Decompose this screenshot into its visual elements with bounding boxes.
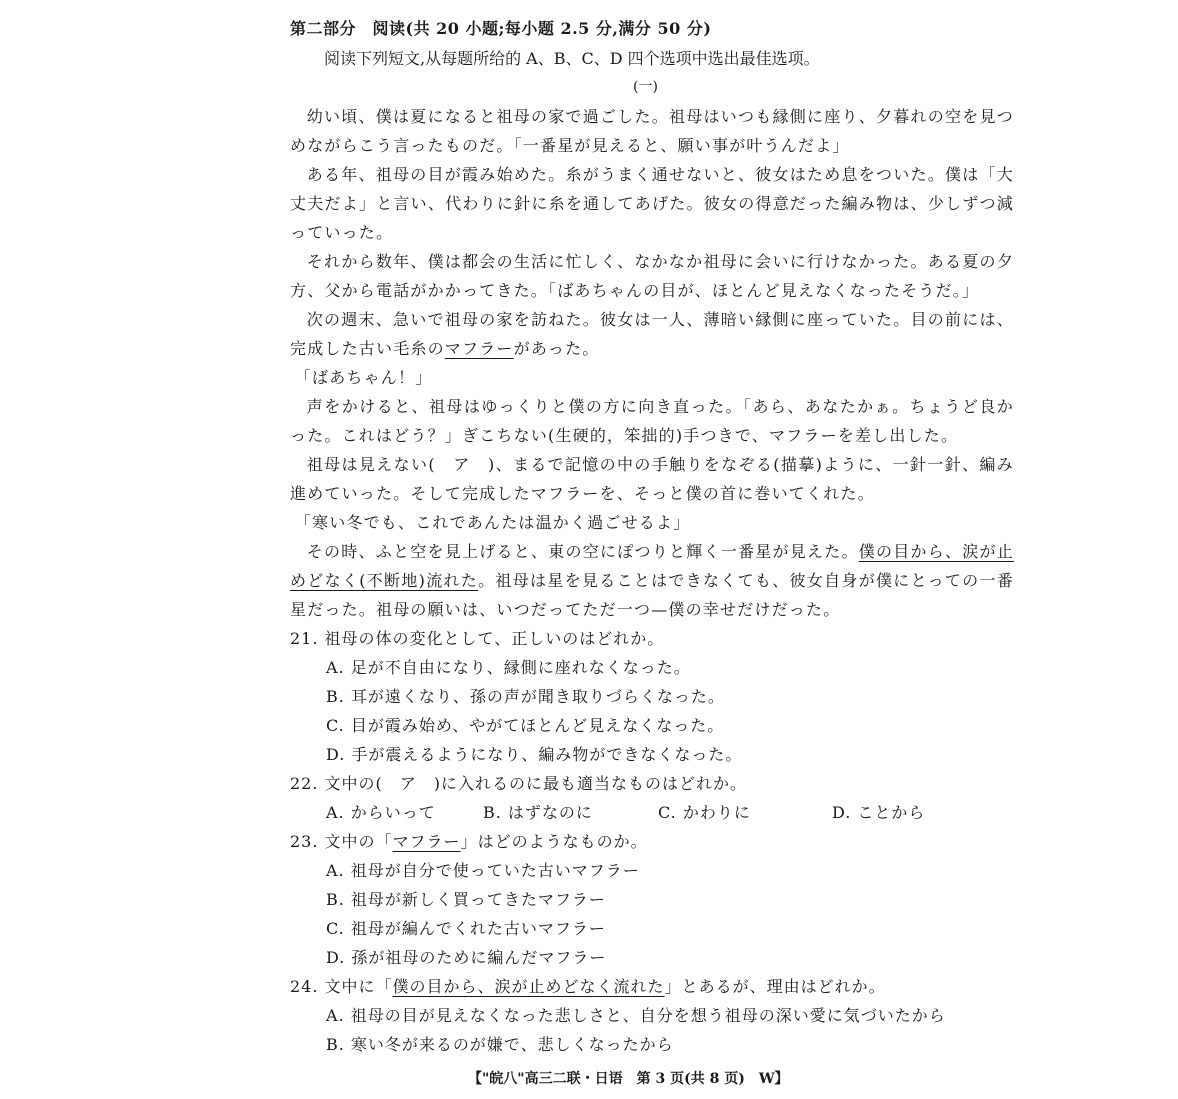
question-21-option-c: C. 目が霞み始め、やがてほとんど見えなくなった。 <box>326 716 725 735</box>
question-stem-text: 」とあるが、理由はどれか。 <box>664 977 886 996</box>
passage-number: (一) <box>633 79 658 95</box>
question-21-stem: 21. 祖母の体の変化として、正しいのはどれか。 <box>290 629 665 648</box>
question-stem-text: 23. 文中の「 <box>290 832 393 851</box>
question-21-option-a: A. 足が不自由になり、縁側に座れなくなった。 <box>326 658 691 677</box>
passage-paragraph: 声をかけると、祖母はゆっくりと僕の方に向き直った。「あら、あなたかぁ。ちょうど良かった。これはどう？」ぎこちない(生硬的，笨拙的)手つきで、マフラーを差し出した。 <box>290 397 1014 445</box>
underlined-muffler: マフラー <box>392 832 461 851</box>
paragraph-text: その時、ふと空を見上げると、東の空にぽつりと輝く一番星が見えた。 <box>306 542 859 561</box>
underlined-tears-sentence: 僕の目から、涙が止めどなく流れた <box>392 977 665 996</box>
instruction-text: 阅读下列短文,从每题所给的 A、B、C、D 四个选项中选出最佳选项。 <box>324 49 820 68</box>
question-22-options <box>290 798 1010 827</box>
question-23-stem <box>290 827 1010 856</box>
question-24-option-b: B. 寒い冬が来るのが嫌で、悲しくなったから <box>326 1035 674 1054</box>
underlined-tears-sentence: 僕の目から、涙が止めどなく(不断地)流れた <box>290 542 1014 590</box>
page-footer: 【"皖八"高三二联・日语 第 3 页(共 8 页) W】 <box>468 1071 789 1087</box>
paragraph-text: 。祖母は星を見ることはできなくても、彼女自身が僕にとっての一番星だった。祖母の願いは、いつだってただ一つ—僕の幸せだけだった。 <box>290 571 1014 619</box>
question-21-option-d: D. 手が震えるようになり、編み物ができなくなった。 <box>326 745 743 764</box>
question-23-option-c: C. 祖母が編んでくれた古いマフラー <box>326 919 606 938</box>
question-23-option-a: A. 祖母が自分で使っていた古いマフラー <box>326 861 640 880</box>
question-24-stem <box>290 972 1010 1001</box>
passage-paragraph: 幼い頃、僕は夏になると祖母の家で過ごした。祖母はいつも縁側に座り、夕暮れの空を見つめながらこう言ったものだ。「一番星が見えると、願い事が叶うんだよ」 <box>290 107 1014 155</box>
question-21-option-b: B. 耳が遠くなり、孫の声が聞き取りづらくなった。 <box>326 687 725 706</box>
passage-paragraph <box>290 305 1014 363</box>
question-22-option-b: B. はずなのに <box>483 803 593 822</box>
question-list <box>290 624 1010 1059</box>
question-stem-text: 24. 文中に「 <box>290 977 393 996</box>
passage-paragraph <box>290 537 1014 624</box>
question-24-option-a: A. 祖母の目が見えなくなった悲しさと、自分を想う祖母の深い愛に気づいたから <box>326 1006 946 1025</box>
reading-passage <box>290 102 1014 624</box>
question-22-option-d: D. ことから <box>832 803 926 822</box>
question-stem-text: 」はどのようなものか。 <box>460 832 648 851</box>
question-22-option-a: A. からいって <box>326 803 436 822</box>
passage-paragraph: それから数年、僕は都会の生活に忙しく、なかなか祖母に会いに行けなかった。ある夏の夕方、父から電話がかかってきた。「ばあちゃんの目が、ほとんど見えなくなったそうだ。」 <box>290 252 1014 300</box>
question-23-option-d: D. 孫が祖母のために編んだマフラー <box>326 948 607 967</box>
passage-quote: 「寒い冬でも、これであんたは温かく過ごせるよ」 <box>294 513 691 532</box>
question-22-stem: 22. 文中の( ア )に入れるのに最も適当なものはどれか。 <box>290 774 748 793</box>
passage-paragraph: 祖母は見えない( ア )、まるで記憶の中の手触りをなぞる(描摹)ように、一針一針、編み進めていった。そして完成したマフラーを、そっと僕の首に巻いてくれた。 <box>290 455 1014 503</box>
underlined-muffler: マフラー <box>444 339 514 358</box>
passage-quote: 「ばあちゃん！」 <box>294 368 433 387</box>
section-title: 第二部分 阅读(共 20 小题;每小题 2.5 分,满分 50 分) <box>290 19 712 38</box>
passage-paragraph: ある年、祖母の目が霞み始めた。糸がうまく通せないと、彼女はため息をついた。僕は「大丈夫だよ」と言い、代わりに針に糸を通してあげた。彼女の得意だった編み物は、少しずつ減っていった。 <box>290 165 1014 242</box>
question-22-option-c: C. かわりに <box>658 803 751 822</box>
paragraph-text: 次の週末、急いで祖母の家を訪ねた。彼女は一人、薄暗い縁側に座っていた。目の前には、完成した古い毛糸の <box>290 310 1014 358</box>
paragraph-text: があった。 <box>513 339 600 358</box>
question-23-option-b: B. 祖母が新しく買ってきたマフラー <box>326 890 606 909</box>
